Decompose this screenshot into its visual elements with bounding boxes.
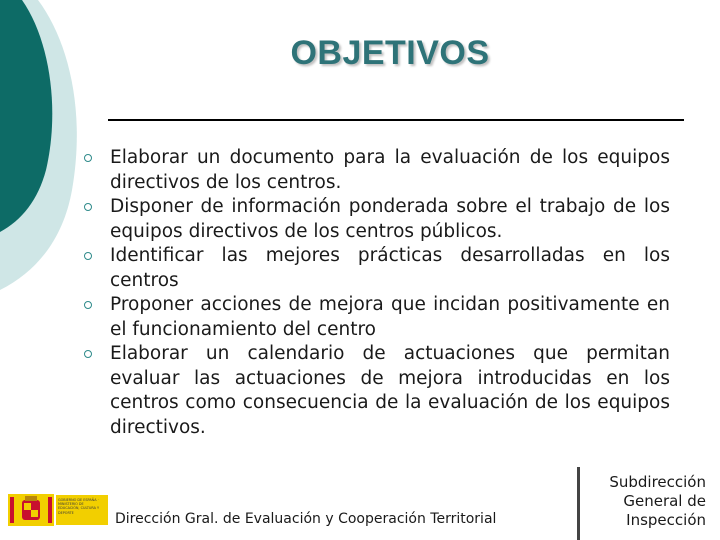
page-title: OBJETIVOS <box>290 34 490 72</box>
footer-subdirectorate-line: Subdirección <box>609 473 706 491</box>
footer-subdirectorate-line: General de <box>623 492 706 510</box>
list-item <box>84 146 670 195</box>
hollow-circle-bullet-icon <box>84 203 92 211</box>
footer-divider <box>577 467 580 540</box>
hollow-circle-bullet-icon <box>84 154 92 162</box>
list-item-text: Identificar las mejores prácticas desarrolladas en los centros <box>110 245 670 291</box>
hollow-circle-bullet-icon <box>84 350 92 358</box>
list-item-text: Elaborar un documento para la evaluación de los equipos directivos de los centros. <box>110 147 670 193</box>
list-item-text: Disponer de información ponderada sobre el trabajo de los equipos directivos de los centros públicos. <box>110 196 670 242</box>
list-item-text: Proponer acciones de mejora que incidan positivamente en el funcionamiento del centro <box>110 294 670 340</box>
footer-subdirectorate-line: Inspección <box>626 511 706 529</box>
title-divider <box>108 119 684 121</box>
list-item <box>84 244 670 293</box>
hollow-circle-bullet-icon <box>84 252 92 260</box>
list-item <box>84 342 670 440</box>
government-coat-of-arms-icon <box>8 494 54 526</box>
ministry-logo <box>8 494 104 526</box>
list-item <box>84 293 670 342</box>
footer-directorate: Dirección Gral. de Evaluación y Cooperación Territorial <box>115 511 497 527</box>
footer-subdirectorate <box>586 473 706 530</box>
list-item <box>84 195 670 244</box>
hollow-circle-bullet-icon <box>84 301 92 309</box>
objectives-list <box>84 146 670 440</box>
list-item-text: Elaborar un calendario de actuaciones que permitan evaluar las actuaciones de mejora introducidas en los centros como consecuencia de la evaluación de los equipos directivos. <box>110 343 670 438</box>
logo-text: GOBIERNO DE ESPAÑA · MINISTERIO DE EDUCACIÓN, CULTURA Y DEPORTE <box>56 495 108 525</box>
